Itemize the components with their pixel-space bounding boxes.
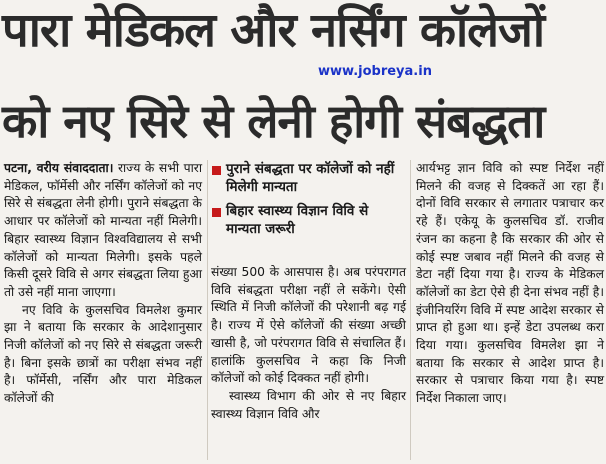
highlight-box: [212, 160, 404, 258]
highlight-item-2: [212, 202, 404, 238]
red-square-bullet-icon: [212, 166, 221, 175]
red-square-bullet-icon: [212, 208, 221, 217]
column-divider-2: [410, 160, 411, 460]
highlight-item-1: [212, 160, 404, 196]
watermark: www.jobreya.in: [318, 64, 432, 79]
article-column-3: [416, 160, 604, 408]
column2-paragraph-2: स्वास्थ्य विभाग की ओर से नए बिहार स्वास्थ्य विज्ञान विवि और: [211, 388, 406, 421]
column3-paragraph-1: आर्यभट्ट ज्ञान विवि को स्पष्ट निर्देश नहीं मिलने की वजह से दिक्कतें आ रहा हैं। दोनों विवि सरकार से लगातार पत्राचार कर रहे हैं। एकेयू के कुलसचिव डॉ. राजीव रंजन का कहना है कि सरकार की ओर से कोई स्पष्ट जबाव नहीं मिलने की वजह से डेटा नहीं दिया गया है। राज्य के मेडिकल कॉलेजों का डेटा ऐसे ही देना संभव नहीं है। इंजीनियरिंग विवि में स्पष्ट आदेश सरकार से प्राप्त हो हुआ था। इन्हें डेटा उपलब्ध करा दिया गया। कुलसचिव विमलेश झा ने बताया कि सरकार से आदेश प्राप्त है। सरकार से पत्राचार किया गया है। स्पष्ट निर्देश निकाला जाए।: [416, 161, 604, 406]
column-divider-1: [207, 160, 208, 460]
headline-line-1: पारा मेडिकल और नर्सिंग कॉलेजों: [2, 3, 545, 58]
dateline: पटना, वरीय संवाददाता।: [4, 161, 114, 175]
column2-paragraph-1: संख्या 500 के आसपास है। अब परंपरागत विवि संबद्धता परीक्षा नहीं ले सकेंगे। ऐसी स्थिति में निजी कॉलेजों की परेशानी बढ़ गई है। राज्य में ऐसे कॉलेजों की संख्या अच्छी खासी है, जो परंपरागत विवि से संचालित हैं। हालांकि कुलसचिव ने कहा कि निजी कॉलेजों को कोई दिक्कत नहीं होगी।: [211, 265, 406, 386]
column1-paragraph-2: नए विवि के कुलसचिव विमलेश कुमार झा ने बताया कि सरकार के आदेशानुसार निजी कॉलेजों को नए सिरे से संबद्धता जरूरी है। बिना इसके छात्रों का परीक्षा संभव नहीं है। फॉर्मेसी, नर्सिंग और पारा मेडिकल कॉलेजों की: [4, 302, 202, 406]
article-column-2: [211, 264, 406, 423]
highlight-text-2: बिहार स्वास्थ्य विज्ञान विवि से मान्यता जरूरी: [226, 203, 369, 237]
column1-paragraph-1: [4, 160, 202, 302]
highlight-text-1: पुराने संबद्धता पर कॉलेजों को नहीं मिलेगी मान्यता: [226, 161, 395, 195]
article-column-1: [4, 160, 202, 408]
headline-line-2: को नए सिरे से लेनी होगी संबद्धता: [2, 94, 545, 148]
column1-paragraph-1-text: राज्य के सभी पारा मेडिकल, फॉर्मेसी और नर्सिंग कॉलेजों को नए सिरे से संबद्धता लेनी होगी। पुराने संबद्धता के आधार पर कॉलेजों को मान्यता नहीं मिलेगी। बिहार स्वास्थ्य विज्ञान विश्वविद्यालय से सभी कॉलेजों को मान्यता मिलेगी। इसके पहले किसी दूसरे विवि से अगर संबद्धता लिया हुआ तो उसे नहीं माना जाएगा।: [4, 161, 203, 299]
